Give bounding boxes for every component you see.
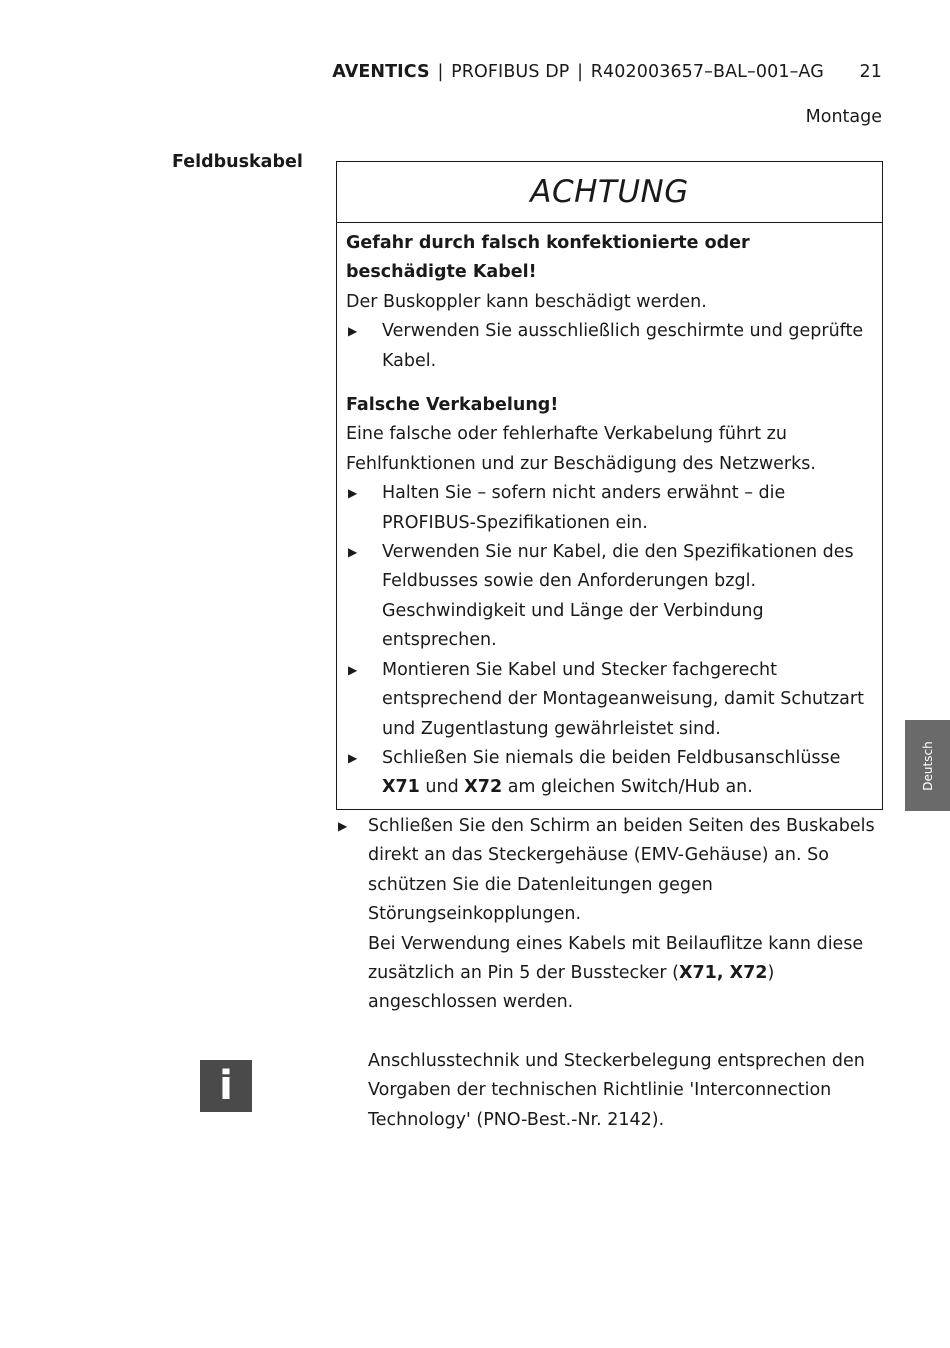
info-icon: i bbox=[200, 1060, 252, 1112]
notice-text-cables: Der Buskoppler kann beschädigt werden. bbox=[346, 291, 707, 312]
instruction-note: Bei Verwendung eines Kabels mit Beilauflitze kann diese zusätzlich an Pin 5 der Busstecker (X71, X72) angeschlossen werden. bbox=[368, 933, 864, 1013]
notice-bullet-list bbox=[346, 317, 876, 376]
notice-heading-cables: Gefahr durch falsch konfektionierte oder beschädigte Kabel! bbox=[346, 233, 750, 283]
notice-title: ACHTUNG bbox=[337, 162, 882, 223]
notice-body bbox=[337, 223, 882, 809]
chapter-title: Montage bbox=[805, 107, 882, 127]
arrow-bullet-icon: ▶ bbox=[348, 750, 358, 765]
list-item: ▶ Montieren Sie Kabel und Stecker fachgerecht entsprechend der Montageanweisung, damit Schutzart und Zugentlastung gewährleistet sind. bbox=[346, 656, 876, 744]
list-item: ▶ Verwenden Sie nur Kabel, die den Spezifikationen des Feldbusses sowie den Anforderungen bzgl. Geschwindigkeit und Länge der Verbindung entsprechen. bbox=[346, 538, 876, 656]
page-header bbox=[332, 62, 882, 82]
arrow-bullet-icon: ▶ bbox=[338, 819, 348, 833]
arrow-bullet-icon: ▶ bbox=[348, 324, 358, 339]
product-name: PROFIBUS DP bbox=[451, 62, 570, 82]
list-item: ▶ Schließen Sie den Schirm an beiden Seiten des Buskabels direkt an das Steckergehäuse (EMV-Gehäuse) an. So schützen Sie die Datenleitungen gegen Störungseinkopplungen. Bei Verwendung eines Kabels mit Beilauflitze kann diese zusätzlich an Pin 5 der Busstecker (X71, X72) angeschlossen werden. bbox=[336, 812, 881, 1018]
document-number: R402003657–BAL–001–AG bbox=[590, 62, 824, 82]
instruction-list bbox=[336, 812, 881, 1018]
info-note-text: Anschlusstechnik und Steckerbelegung entsprechen den Vorgaben der technischen Richtlinie 'Interconnection Technology' (PNO-Best.-Nr. 2142). bbox=[368, 1051, 865, 1130]
main-instructions bbox=[336, 812, 881, 1018]
arrow-bullet-icon: ▶ bbox=[348, 545, 358, 560]
list-item: ▶ Halten Sie – sofern nicht anders erwähnt – die PROFIBUS-Spezifikationen ein. bbox=[346, 479, 876, 538]
notice-heading-wiring: Falsche Verkabelung! bbox=[346, 395, 559, 416]
header-separator: | bbox=[437, 62, 444, 82]
warning-notice-box bbox=[336, 161, 883, 810]
connector-label: X71 bbox=[382, 777, 420, 798]
notice-bullet-list bbox=[346, 479, 876, 802]
header-separator: | bbox=[577, 62, 584, 82]
language-tab-label: Deutsch bbox=[920, 740, 935, 791]
list-item: ▶ Schließen Sie niemals die beiden Feldbusanschlüsse X71 und X72 am gleichen Switch/Hub an. bbox=[346, 744, 876, 803]
brand-name: AVENTICS bbox=[332, 62, 430, 82]
list-item: ▶ Verwenden Sie ausschließlich geschirmte und geprüfte Kabel. bbox=[346, 317, 876, 376]
arrow-bullet-icon: ▶ bbox=[348, 662, 358, 677]
connector-label: X72 bbox=[464, 777, 503, 798]
arrow-bullet-icon: ▶ bbox=[348, 486, 358, 501]
notice-text-wiring: Eine falsche oder fehlerhafte Verkabelung führt zu Fehlfunktionen und zur Beschädigung des Netzwerks. bbox=[346, 424, 816, 474]
language-tab bbox=[905, 720, 950, 811]
page-number: 21 bbox=[859, 62, 882, 82]
section-heading: Feldbuskabel bbox=[172, 152, 303, 172]
